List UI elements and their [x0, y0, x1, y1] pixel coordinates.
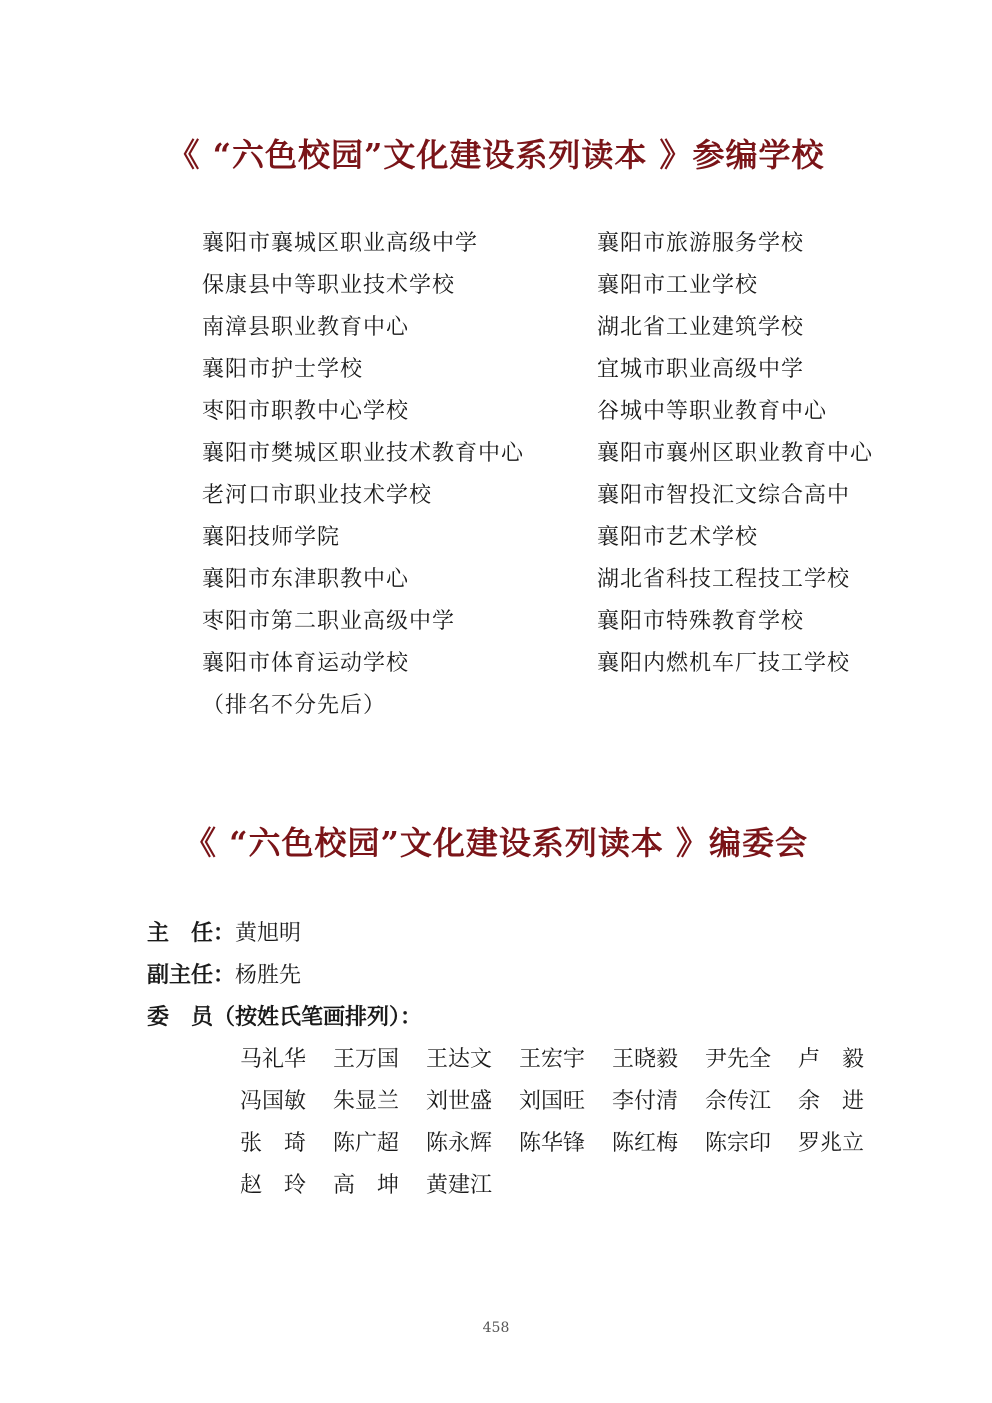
schools-right-column: [597, 228, 873, 690]
member-name: 赵 玲: [240, 1173, 307, 1198]
members-grid: [240, 1044, 891, 1212]
school-item: 襄阳市樊城区职业技术教育中心: [202, 441, 525, 466]
school-item: 襄阳市东津职教中心: [202, 567, 410, 592]
chair-name: 黄旭明: [235, 921, 302, 946]
member-name: 罗兆立: [798, 1131, 865, 1156]
schools-left-column: [202, 228, 524, 690]
member-name: 余 进: [798, 1089, 865, 1114]
member-name: 王宏宇: [519, 1047, 586, 1072]
member-name: 陈红梅: [612, 1131, 679, 1156]
member-name: 陈广超: [333, 1131, 400, 1156]
member-name: 马礼华: [240, 1047, 307, 1072]
school-item: 襄阳市护士学校: [202, 357, 364, 382]
members-row: [240, 1086, 891, 1128]
vice-chair-name: 杨胜先: [235, 963, 302, 988]
member-name: 王万国: [333, 1047, 400, 1072]
section-title-schools: 《 “六色校园”文化建设系列读本 》参编学校: [167, 136, 825, 174]
school-item: 襄阳市体育运动学校: [202, 651, 410, 676]
school-item: 枣阳市职教中心学校: [202, 399, 410, 424]
school-item: 襄阳市旅游服务学校: [597, 231, 805, 256]
school-item: 枣阳市第二职业高级中学: [202, 609, 456, 634]
school-item: 襄阳市艺术学校: [597, 525, 759, 550]
member-name: 李付清: [612, 1089, 679, 1114]
school-item: 宜城市职业高级中学: [597, 357, 805, 382]
school-item: 谷城中等职业教育中心: [597, 399, 828, 424]
member-name: 尹先全: [705, 1047, 772, 1072]
member-name: 黄建江: [426, 1173, 493, 1198]
school-item: 南漳县职业教育中心: [202, 315, 410, 340]
member-name: 王达文: [426, 1047, 493, 1072]
member-name: 刘国旺: [519, 1089, 586, 1114]
member-name: 高 坤: [333, 1173, 400, 1198]
section-title-committee: 《 “六色校园”文化建设系列读本 》编委会: [183, 824, 809, 862]
school-item: 保康县中等职业技术学校: [202, 273, 456, 298]
members-row: [240, 1128, 891, 1170]
school-item: 襄阳市襄州区职业教育中心: [597, 441, 874, 466]
members-row: [240, 1044, 891, 1086]
member-name: 张 琦: [240, 1131, 307, 1156]
member-name: 刘世盛: [426, 1089, 493, 1114]
member-name: 朱显兰: [333, 1089, 400, 1114]
member-name: 陈华锋: [519, 1131, 586, 1156]
vice-chair-label: 副主任：: [147, 963, 236, 988]
school-item: 老河口市职业技术学校: [202, 483, 433, 508]
members-line: [147, 1002, 422, 1034]
school-item: 襄阳市智投汇文综合高中: [597, 483, 851, 508]
members-label: 委 员（按姓氏笔画排列）：: [147, 1005, 423, 1030]
member-name: 佘传江: [705, 1089, 772, 1114]
school-item: 襄阳技师学院: [202, 525, 341, 550]
page-number: 458: [482, 1320, 510, 1336]
chair-label: 主 任：: [147, 921, 236, 946]
school-item: 襄阳市襄城区职业高级中学: [202, 231, 479, 256]
member-name: 陈永辉: [426, 1131, 493, 1156]
ordering-note: （排名不分先后）: [202, 693, 387, 718]
school-item: 襄阳市特殊教育学校: [597, 609, 805, 634]
members-row: [240, 1170, 891, 1212]
member-name: 冯国敏: [240, 1089, 307, 1114]
chair-line: [147, 918, 301, 950]
member-name: 王晓毅: [612, 1047, 679, 1072]
school-item: 襄阳内燃机车厂技工学校: [597, 651, 851, 676]
school-item: 湖北省科技工程技工学校: [597, 567, 851, 592]
school-item: 襄阳市工业学校: [597, 273, 759, 298]
vice-chair-line: [147, 960, 301, 992]
member-name: 陈宗印: [705, 1131, 772, 1156]
school-item: 湖北省工业建筑学校: [597, 315, 805, 340]
member-name: 卢 毅: [798, 1047, 865, 1072]
